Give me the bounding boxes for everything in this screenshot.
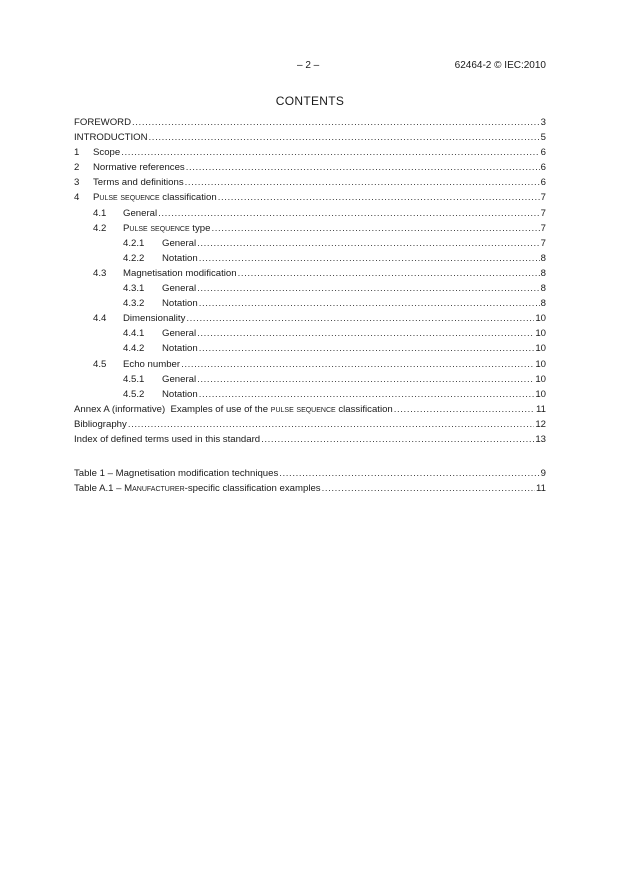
toc-entry-page: 10 — [535, 373, 546, 385]
page-number: – 2 – — [297, 60, 320, 71]
toc-entry-label: Normative references — [93, 162, 185, 174]
dot-leader — [197, 283, 540, 294]
dot-leader — [121, 147, 539, 158]
dot-leader — [279, 468, 539, 479]
dot-leader — [132, 117, 540, 128]
table-entry-page: 11 — [536, 483, 546, 495]
dot-leader — [197, 328, 534, 339]
dot-leader — [322, 483, 535, 494]
toc-entry-page: 3 — [540, 117, 546, 128]
toc-entry-page: 6 — [540, 177, 546, 189]
toc-entry-4-5-echo-number[interactable] — [74, 359, 546, 374]
toc-entry-number: 4.2.1 — [123, 237, 145, 249]
toc-entry-pulse-sequence-classification[interactable] — [74, 192, 546, 207]
toc-entry-page: 10 — [535, 313, 546, 325]
toc-entry-number: 4.2 — [93, 222, 107, 234]
toc-entry-label: General — [123, 207, 158, 219]
dot-leader — [197, 238, 540, 249]
dot-leader — [199, 253, 540, 264]
label-prefix: Table A.1 – — [74, 483, 125, 495]
label-prefix: Annex A (informative) Examples of use of the — [74, 403, 271, 415]
dot-leader — [218, 192, 540, 203]
toc-entry-label: General — [162, 373, 197, 385]
toc-entry-4-2-1-general[interactable] — [74, 238, 546, 253]
toc-entry-page: 6 — [540, 147, 546, 159]
table-of-contents — [74, 117, 546, 498]
toc-entry-page: 10 — [535, 388, 546, 400]
toc-entry-number: 4.3.2 — [123, 298, 145, 310]
label-suffix: classification — [159, 192, 217, 204]
toc-entry-page: 10 — [535, 328, 546, 340]
toc-entry-label: Terms and definitions — [93, 177, 184, 189]
toc-entry-4-4-2-notation[interactable] — [74, 343, 546, 358]
toc-entry-label — [123, 223, 211, 234]
toc-entry-page: 8 — [540, 267, 546, 279]
toc-entry-label: Echo number — [123, 358, 181, 370]
toc-entry-number: 1 — [74, 147, 80, 159]
toc-entry-page: 8 — [540, 252, 546, 264]
toc-entry-page: 8 — [540, 283, 546, 295]
toc-entry-4-5-1-general[interactable] — [74, 374, 546, 389]
dot-leader — [211, 223, 539, 234]
toc-entry-label — [93, 192, 218, 203]
table-list-entry-table-1[interactable] — [74, 468, 546, 483]
toc-entry-label: Dimensionality — [123, 313, 186, 325]
toc-entry-label: Scope — [93, 147, 121, 159]
toc-entry-4-2-pulse-sequence-type[interactable] — [74, 223, 546, 238]
toc-entry-label: General — [162, 328, 197, 340]
toc-entry-label: Bibliography — [74, 418, 127, 430]
toc-entry-number: 4.5.1 — [123, 373, 145, 385]
toc-entry-number: 2 — [74, 162, 80, 174]
toc-entry-4-3-1-general[interactable] — [74, 283, 546, 298]
dot-leader — [199, 298, 540, 309]
toc-entry-4-4-1-general[interactable] — [74, 328, 546, 343]
toc-entry-page: 7 — [540, 207, 546, 219]
toc-entry-label: Notation — [162, 298, 198, 310]
dot-leader — [186, 313, 534, 324]
toc-entry-page: 10 — [535, 358, 546, 370]
toc-entry-label: Notation — [162, 343, 198, 355]
defined-term: Pulse sequence — [123, 222, 190, 234]
dot-leader — [238, 268, 540, 279]
defined-term: Pulse sequence — [93, 192, 160, 204]
table-entry-page: 9 — [540, 468, 546, 480]
toc-entry-label: Notation — [162, 388, 198, 400]
toc-entry-bibliography[interactable] — [74, 419, 546, 434]
toc-entry-page: 7 — [540, 222, 546, 234]
document-reference: 62464-2 © IEC:2010 — [454, 60, 546, 71]
contents-title: CONTENTS — [275, 94, 345, 108]
page-header — [74, 60, 546, 74]
toc-entry-number: 4.3.1 — [123, 283, 145, 295]
dot-leader — [394, 404, 535, 415]
dot-leader — [261, 434, 534, 445]
table-list-entry-table-a1[interactable] — [74, 483, 546, 498]
table-entry-label — [74, 483, 322, 494]
toc-entry-normative-references[interactable] — [74, 162, 546, 177]
toc-entry-4-3-magnetisation-modification[interactable] — [74, 268, 546, 283]
label-suffix: -specific classification examples — [184, 483, 321, 495]
toc-entry-page: 6 — [540, 162, 546, 174]
toc-entry-page: 11 — [536, 403, 546, 415]
dot-leader — [128, 419, 535, 430]
toc-entry-4-5-2-notation[interactable] — [74, 389, 546, 404]
toc-entry-terms-and-definitions[interactable] — [74, 177, 546, 192]
toc-entry-foreword[interactable] — [74, 117, 546, 132]
toc-entry-annex-a[interactable] — [74, 404, 546, 419]
toc-entry-page: 7 — [540, 237, 546, 249]
dot-leader — [181, 359, 534, 370]
toc-entry-label: Magnetisation modification — [123, 267, 237, 279]
toc-entry-page: 5 — [540, 132, 546, 144]
toc-entry-4-2-2-notation[interactable] — [74, 253, 546, 268]
toc-entry-page: 10 — [535, 343, 546, 355]
label-suffix: type — [189, 222, 211, 234]
label-suffix: classification — [335, 403, 393, 415]
toc-entry-number: 3 — [74, 177, 80, 189]
toc-entry-scope[interactable] — [74, 147, 546, 162]
toc-entry-4-4-dimensionality[interactable] — [74, 313, 546, 328]
toc-entry-number: 4.4.2 — [123, 343, 145, 355]
toc-entry-page: 13 — [535, 433, 546, 445]
toc-entry-label: General — [162, 237, 197, 249]
toc-entry-label: INTRODUCTION — [74, 132, 148, 144]
toc-entry-number: 4.4.1 — [123, 328, 145, 340]
toc-entry-label: Index of defined terms used in this standard — [74, 433, 261, 445]
dot-leader — [185, 177, 540, 188]
toc-entry-number: 4.5.2 — [123, 388, 145, 400]
toc-entry-4-1-general[interactable] — [74, 208, 546, 223]
toc-entry-number: 4.5 — [93, 358, 107, 370]
dot-leader — [186, 162, 540, 173]
toc-entry-number: 4.1 — [93, 207, 107, 219]
toc-entry-label: FOREWORD — [74, 117, 132, 128]
toc-entry-label: Notation — [162, 252, 198, 264]
toc-entry-page: 12 — [535, 418, 546, 430]
defined-term: pulse sequence — [270, 403, 336, 415]
toc-entry-page: 8 — [540, 298, 546, 310]
table-entry-label: Table 1 – Magnetisation modification techniques — [74, 468, 279, 480]
toc-entry-introduction[interactable] — [74, 132, 546, 147]
toc-entry-number: 4.3 — [93, 267, 107, 279]
defined-term: Manufacturer — [124, 483, 185, 495]
toc-entry-index[interactable] — [74, 434, 546, 449]
toc-entry-page: 7 — [540, 192, 546, 204]
toc-entry-label — [74, 404, 394, 415]
toc-entry-label: General — [162, 283, 197, 295]
dot-leader — [158, 208, 540, 219]
dot-leader — [199, 389, 535, 400]
toc-entry-number: 4.4 — [93, 313, 107, 325]
dot-leader — [197, 374, 534, 385]
list-separator — [74, 449, 546, 468]
dot-leader — [199, 343, 535, 354]
toc-entry-4-3-2-notation[interactable] — [74, 298, 546, 313]
toc-entry-number: 4.2.2 — [123, 252, 145, 264]
toc-entry-number: 4 — [74, 192, 80, 204]
dot-leader — [149, 132, 540, 143]
